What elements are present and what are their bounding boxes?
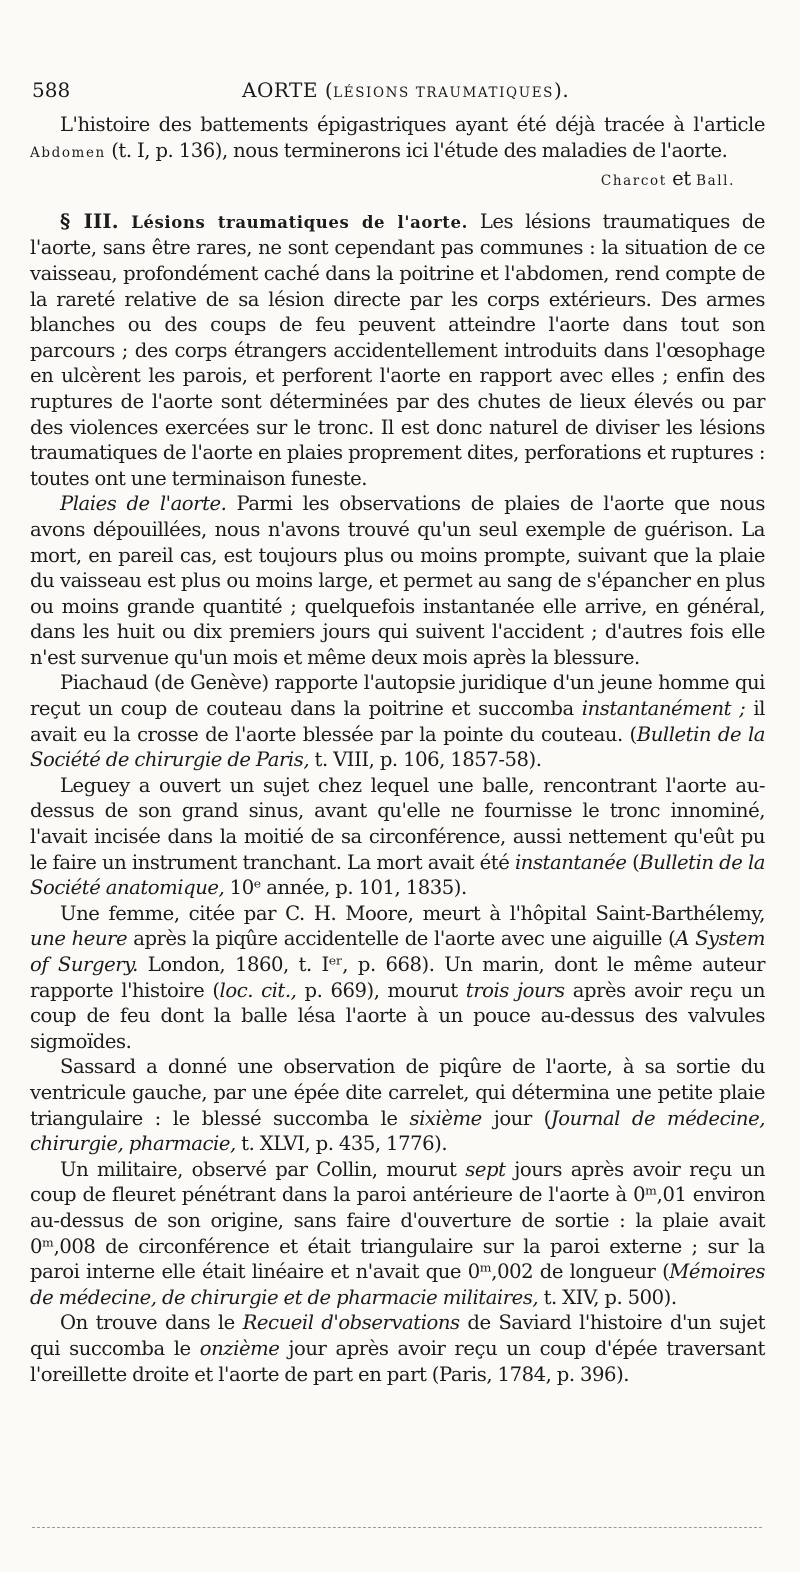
author-signature: Charcot et Ball. (600, 167, 735, 191)
running-title-main: AORTE (242, 78, 318, 102)
section-number: § III. (60, 209, 119, 233)
section-title: Lésions traumatiques de l'aorte. (118, 212, 468, 232)
leguey-paragraph: Leguey a ouvert un sujet chez lequel une balle, rencontrant l'aorte au-dessus de son grand sinus, avant qu'elle ne fournisse le tronc innominé, l'avait incisée dans la moitié de sa circonférence, aussi nettement qu'eût pu le faire un instrument tranchant. La mort avait été instantanée (Bulletin de la Société anatomique, 10ᵉ année, p. 101, 1835). (30, 773, 765, 900)
sassard-paragraph: Sassard a donné une observation de piqûre de l'aorte, à sa sortie du ventricule gauche, par une épée dite carrelet, qui détermina une petite plaie triangulaire : le blessé succomba le sixième jour (Journal de médecine, chirurgie, pharmacie, t. XLVI, p. 435, 1776). (30, 1055, 766, 1156)
page-number: 588 (32, 78, 71, 102)
section-paragraph: § III. Lésions traumatiques de l'aorte. Les lésions traumatiques de l'aorte, sans être rares, ne sont cependant pas communes : la situation de ce vaisseau, profondément caché dans la poitrine et l'abdomen, rend compte de la rareté relative de sa lésion directe par les corps extérieurs. Des armes blanches ou des coups de feu peuvent atteindre l'aorte dans tout son parcours ; des corps étrangers accidentellement introduits dans l'œsophage en ulcèrent les parois, et perforent l'aorte en rapport avec elles ; enfin des ruptures de l'aorte sont déterminées par des chutes de lieux élevés ou par des violences exercées sur le tronc. Il est donc naturel de diviser les lésions traumatiques de l'aorte en plaies proprement dites, perforations et ruptures : toutes ont une terminaison funeste. (30, 209, 765, 490)
running-title-sub: LÉSIONS TRAUMATIQUES (333, 85, 555, 101)
running-header (30, 78, 765, 108)
saviard-paragraph: On trouve dans le Recueil d'observations de Saviard l'histoire d'un sujet qui succomba le onzième jour après avoir reçu un coup d'épée traversant l'oreillette droite et l'aorte de part en part (Paris, 1784, p. 396). (30, 1311, 766, 1386)
collin-paragraph: Un militaire, observé par Collin, mourut sept jours après avoir reçu un coup de fleuret pénétrant dans la paroi antérieure de l'aorte à 0ᵐ,01 environ au-dessus de son origine, sans faire d'ouverture de sortie : la plaie avait 0ᵐ,008 de circonférence et était triangulaire sur la paroi externe ; sur la paroi interne elle était linéaire et n'avait que 0ᵐ,002 de longueur (Mémoires de médecine, de chirurgie et de pharmacie militaires, t. XIV, p. 500). (30, 1157, 765, 1309)
piachaud-paragraph: Piachaud (de Genève) rapporte l'autopsie juridique d'un jeune homme qui reçut un coup de couteau dans la poitrine et succomba instantanément ; il avait eu la crosse de l'aorte blessée par la pointe du couteau. (Bulletin de la Société de chirurgie de Paris, t. VIII, p. 106, 1857-58). (30, 671, 765, 772)
footer-rule (32, 1527, 762, 1528)
plaies-paragraph: Plaies de l'aorte. Parmi les observations de plaies de l'aorte que nous avons dépouillées, nous n'avons trouvé qu'un seul exemple de guérison. La mort, en pareil cas, est toujours plus ou moins prompte, suivant que la plaie du vaisseau est plus ou moins large, et permet au sang de s'épancher en plus ou moins grande quantité ; quelquefois instantanée elle arrive, en général, dans les huit ou dix premiers jours qui suivent l'accident ; d'autres fois elle n'est survenue qu'un mois et même deux mois après la blessure. (30, 492, 765, 669)
intro-paragraph: L'histoire des battements épigastriques ayant été déjà tracée à l'article Abdomen (t. I, p. 136), nous terminerons ici l'étude des maladies de l'aorte. (30, 113, 765, 162)
running-title: AORTE (LÉSIONS TRAUMATIQUES). (242, 78, 570, 102)
plaies-heading: Plaies de l'aorte. (60, 492, 227, 516)
moore-paragraph: Une femme, citée par C. H. Moore, meurt à l'hôpital Saint-Barthélemy, une heure après la piqûre accidentelle de l'aorte avec une aiguille (A System of Surgery. London, 1860, t. Iᵉʳ, p. 668). Un marin, dont le même auteur rapporte l'histoire (loc. cit., p. 669), mourut trois jours après avoir reçu un coup de feu dont la balle lésa l'aorte à un pouce au-dessus des valvules sigmoïdes. (30, 901, 766, 1053)
text-column (30, 112, 765, 1387)
section-gap (30, 195, 765, 209)
abdomen-reference: Abdomen (30, 144, 106, 161)
